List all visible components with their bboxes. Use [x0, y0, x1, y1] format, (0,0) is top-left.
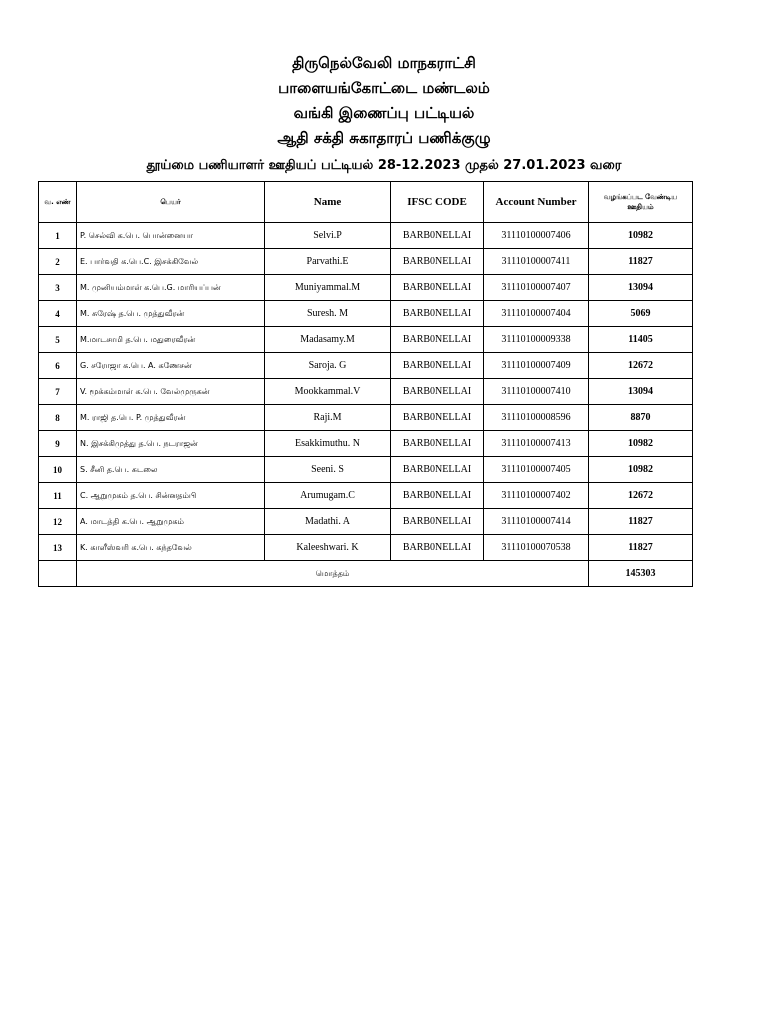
cell-sno: 4: [39, 301, 77, 327]
cell-tamil-name: N. இசக்கிமுத்து த.பெ. நடராஜன்: [77, 431, 265, 457]
cell-ifsc: BARB0NELLAI: [391, 483, 484, 509]
cell-name: Arumugam.C: [265, 483, 391, 509]
cell-amount: 11827: [589, 509, 693, 535]
cell-amount: 10982: [589, 223, 693, 249]
cell-amount: 12672: [589, 483, 693, 509]
column-header-tamil-name: பெயர்: [77, 182, 265, 223]
header-row: [39, 182, 693, 223]
cell-tamil-name: M. ராஜி த.பெ. P. முத்துவீரன்: [77, 405, 265, 431]
table-row: [39, 249, 693, 275]
cell-name: Madasamy.M: [265, 327, 391, 353]
cell-name: Esakkimuthu. N: [265, 431, 391, 457]
column-header-sno: வ. எண்: [39, 182, 77, 223]
cell-sno: 11: [39, 483, 77, 509]
total-empty-cell: [39, 561, 77, 587]
cell-tamil-name: G. சரோஜா க.பெ. A. கணேசன்: [77, 353, 265, 379]
cell-sno: 10: [39, 457, 77, 483]
cell-tamil-name: K. காளீஸ்வரி க.பெ. கந்தவேல்: [77, 535, 265, 561]
cell-name: Selvi.P: [265, 223, 391, 249]
table-row: [39, 431, 693, 457]
table-header: [39, 182, 693, 223]
cell-sno: 9: [39, 431, 77, 457]
column-header-amount: வழங்கப்பட வேண்டிய ஊதியம்: [589, 182, 693, 223]
cell-tamil-name: A. மாடத்தி க.பெ. ஆறுமுகம்: [77, 509, 265, 535]
list-title-heading: வங்கி இணைப்பு பட்டியல்: [293, 104, 475, 122]
zone-heading: பாளையங்கோட்டை மண்டலம்: [278, 79, 490, 97]
cell-account: 31110100007411: [484, 249, 589, 275]
corporation-heading: திருநெல்வேலி மாநகராட்சி: [292, 54, 476, 72]
cell-ifsc: BARB0NELLAI: [391, 275, 484, 301]
cell-name: Kaleeshwari. K: [265, 535, 391, 561]
cell-account: 31110100070538: [484, 535, 589, 561]
cell-name: Raji.M: [265, 405, 391, 431]
table-row: [39, 535, 693, 561]
cell-name: Muniyammal.M: [265, 275, 391, 301]
cell-ifsc: BARB0NELLAI: [391, 509, 484, 535]
total-row: [39, 561, 693, 587]
cell-ifsc: BARB0NELLAI: [391, 405, 484, 431]
cell-account: 31110100007414: [484, 509, 589, 535]
cell-ifsc: BARB0NELLAI: [391, 223, 484, 249]
cell-account: 31110100009338: [484, 327, 589, 353]
column-header-ifsc: IFSC CODE: [391, 182, 484, 223]
cell-amount: 13094: [589, 379, 693, 405]
cell-amount: 11827: [589, 535, 693, 561]
cell-ifsc: BARB0NELLAI: [391, 431, 484, 457]
cell-sno: 5: [39, 327, 77, 353]
table-row: [39, 405, 693, 431]
cell-sno: 13: [39, 535, 77, 561]
cell-tamil-name: E. பார்வதி க.பெ.C. இசக்கிவேல்: [77, 249, 265, 275]
cell-account: 31110100008596: [484, 405, 589, 431]
cell-account: 31110100007405: [484, 457, 589, 483]
cell-ifsc: BARB0NELLAI: [391, 301, 484, 327]
cell-sno: 6: [39, 353, 77, 379]
table-row: [39, 223, 693, 249]
total-amount: 145303: [589, 561, 693, 587]
cell-ifsc: BARB0NELLAI: [391, 457, 484, 483]
table-row: [39, 327, 693, 353]
cell-tamil-name: C. ஆறுமுகம் த.பெ. சின்னதம்பி: [77, 483, 265, 509]
table-row: [39, 275, 693, 301]
cell-account: 31110100007407: [484, 275, 589, 301]
table-row: [39, 379, 693, 405]
cell-account: 31110100007402: [484, 483, 589, 509]
cell-sno: 7: [39, 379, 77, 405]
cell-account: 31110100007409: [484, 353, 589, 379]
cell-name: Mookkammal.V: [265, 379, 391, 405]
cell-account: 31110100007413: [484, 431, 589, 457]
table-row: [39, 509, 693, 535]
cell-name: Saroja. G: [265, 353, 391, 379]
committee-heading: ஆதி சக்தி சுகாதாரப் பணிக்குழு: [277, 129, 491, 147]
cell-sno: 12: [39, 509, 77, 535]
table-body: [39, 223, 693, 561]
table-row: [39, 483, 693, 509]
table-row: [39, 353, 693, 379]
cell-tamil-name: P. செல்வி க.பெ. பொன்னையா: [77, 223, 265, 249]
cell-ifsc: BARB0NELLAI: [391, 353, 484, 379]
period-heading: தூய்மை பணியாளர் ஊதியப் பட்டியல் 28-12.2023 முதல் 27.01.2023 வரை: [146, 158, 622, 173]
cell-amount: 11405: [589, 327, 693, 353]
cell-ifsc: BARB0NELLAI: [391, 535, 484, 561]
cell-sno: 3: [39, 275, 77, 301]
cell-ifsc: BARB0NELLAI: [391, 249, 484, 275]
column-header-name: Name: [265, 182, 391, 223]
cell-name: Suresh. M: [265, 301, 391, 327]
column-header-account: Account Number: [484, 182, 589, 223]
table-row: [39, 457, 693, 483]
table-row: [39, 301, 693, 327]
cell-tamil-name: S. சீனி த.பெ. சுடலை: [77, 457, 265, 483]
table-footer: [39, 561, 693, 587]
cell-amount: 10982: [589, 431, 693, 457]
cell-name: Parvathi.E: [265, 249, 391, 275]
cell-tamil-name: M. முனியம்மாள் க.பெ.G. மாரியப்பன்: [77, 275, 265, 301]
cell-ifsc: BARB0NELLAI: [391, 327, 484, 353]
cell-amount: 8870: [589, 405, 693, 431]
cell-tamil-name: M.மாடசாமி த.பெ. மதுரைவீரன்: [77, 327, 265, 353]
total-label: மொத்தம்: [77, 561, 589, 587]
cell-tamil-name: V. மூக்கம்மாள் க.பெ. வேல்முருகன்: [77, 379, 265, 405]
cell-tamil-name: M. சுரேஷ் த.பெ. முத்துவீரன்: [77, 301, 265, 327]
cell-amount: 12672: [589, 353, 693, 379]
cell-name: Seeni. S: [265, 457, 391, 483]
cell-ifsc: BARB0NELLAI: [391, 379, 484, 405]
cell-name: Madathi. A: [265, 509, 391, 535]
cell-amount: 11827: [589, 249, 693, 275]
cell-sno: 2: [39, 249, 77, 275]
cell-amount: 5069: [589, 301, 693, 327]
cell-account: 31110100007410: [484, 379, 589, 405]
cell-sno: 8: [39, 405, 77, 431]
cell-account: 31110100007404: [484, 301, 589, 327]
cell-sno: 1: [39, 223, 77, 249]
cell-amount: 13094: [589, 275, 693, 301]
payroll-table: [38, 181, 693, 587]
cell-account: 31110100007406: [484, 223, 589, 249]
cell-amount: 10982: [589, 457, 693, 483]
